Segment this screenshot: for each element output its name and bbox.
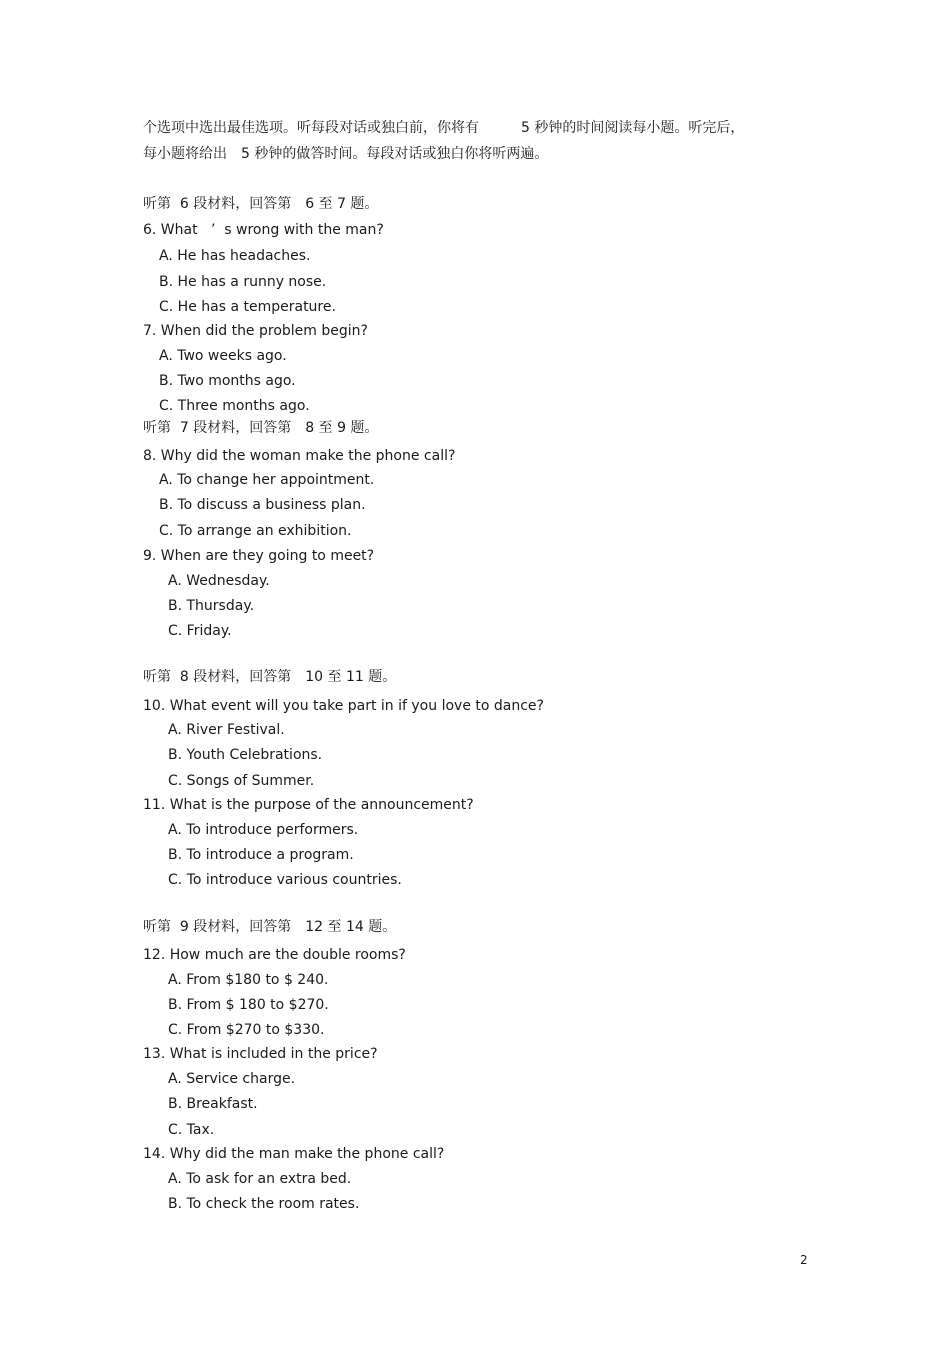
option: B. To introduce a program. xyxy=(168,847,354,863)
option: C. Songs of Summer. xyxy=(168,773,315,789)
option: B. Thursday. xyxy=(168,598,255,614)
intro-line-1: 个选项中选出最佳选项。听每段对话或独白前，你将有 5 秒钟的时间阅读每小题。听完后， xyxy=(143,120,745,136)
option: C. To introduce various countries. xyxy=(168,872,402,888)
question: 6. What ’ s wrong with the man? xyxy=(143,222,384,238)
option: C. Friday. xyxy=(168,623,232,639)
option: C. From $270 to $330. xyxy=(168,1022,325,1038)
option: A. Two weeks ago. xyxy=(159,348,287,364)
page-number: 2 xyxy=(800,1253,808,1267)
option: C. To arrange an exhibition. xyxy=(159,523,352,539)
option: B. He has a runny nose. xyxy=(159,274,327,290)
option: C. Three months ago. xyxy=(159,398,310,414)
option: A. To change her appointment. xyxy=(159,472,375,488)
intro-line-2: 每小题将给出 5 秒钟的做答时间。每段对话或独白你将听两遍。 xyxy=(143,146,549,162)
question: 10. What event will you take part in if you love to dance? xyxy=(143,698,544,714)
question: 7. When did the problem begin? xyxy=(143,323,368,339)
option: B. Two months ago. xyxy=(159,373,296,389)
question: 13. What is included in the price? xyxy=(143,1046,378,1062)
option: B. Breakfast. xyxy=(168,1096,258,1112)
section-heading: 听第 9 段材料，回答第 12 至 14 题。 xyxy=(143,919,397,935)
option: A. He has headaches. xyxy=(159,248,311,264)
section-heading: 听第 7 段材料，回答第 8 至 9 题。 xyxy=(143,420,379,436)
option: C. Tax. xyxy=(168,1122,215,1138)
option: B. Youth Celebrations. xyxy=(168,747,323,763)
question: 14. Why did the man make the phone call? xyxy=(143,1146,445,1162)
question: 11. What is the purpose of the announcement? xyxy=(143,797,474,813)
option: A. Wednesday. xyxy=(168,573,270,589)
option: B. To check the room rates. xyxy=(168,1196,360,1212)
option: A. Service charge. xyxy=(168,1071,296,1087)
section-heading: 听第 6 段材料，回答第 6 至 7 题。 xyxy=(143,196,379,212)
option: A. From $180 to $ 240. xyxy=(168,972,329,988)
question: 9. When are they going to meet? xyxy=(143,548,375,564)
question: 8. Why did the woman make the phone call? xyxy=(143,448,456,464)
option: B. From $ 180 to $270. xyxy=(168,997,329,1013)
question: 12. How much are the double rooms? xyxy=(143,947,406,963)
option: A. To ask for an extra bed. xyxy=(168,1171,352,1187)
option: A. To introduce performers. xyxy=(168,822,359,838)
section-heading: 听第 8 段材料，回答第 10 至 11 题。 xyxy=(143,669,397,685)
option: B. To discuss a business plan. xyxy=(159,497,366,513)
option: A. River Festival. xyxy=(168,722,285,738)
option: C. He has a temperature. xyxy=(159,299,336,315)
